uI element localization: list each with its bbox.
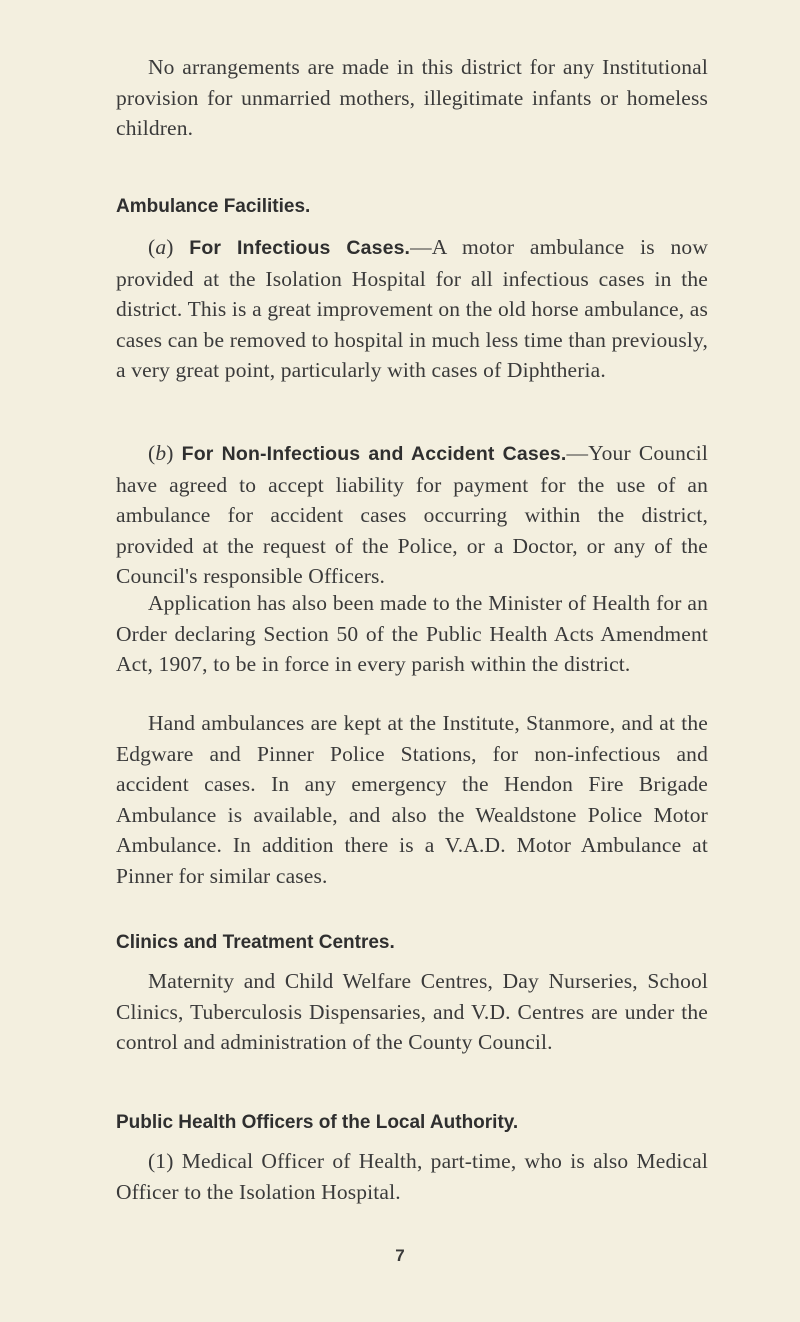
ambulance-facilities-heading: Ambulance Facilities. <box>116 196 311 217</box>
infectious-cases-letter: (a) <box>148 235 190 259</box>
public-health-officers-heading: Public Health Officers of the Local Authority. <box>116 1112 519 1133</box>
page-number: 7 <box>395 1246 405 1265</box>
infectious-cases-text: —A motor ambulance is now provided at the Isolation Hospital for all infectious cases in the district. This is a great improvement on the old horse ambulance, as cases can be removed to hospital in much less time than previously, a very great point, particularly with cases of Diphtheria. <box>116 235 709 383</box>
clinics-paragraph: Maternity and Child Welfare Centres, Day Nurseries, School Clinics, Tuberculosis Dispensaries, and V.D. Centres are under the control and administration of the County Council. <box>116 969 708 1055</box>
infectious-cases-paragraph <box>116 232 708 386</box>
application-paragraph: Application has also been made to the Minister of Health for an Order declaring Section 50 of the Public Health Acts Amendment Act, 1907, to be in force in every parish within the district. <box>116 591 708 677</box>
hand-ambulances-paragraph: Hand ambulances are kept at the Institute, Stanmore, and at the Edgware and Pinner Police Stations, for non-infectious and accident cases. In any emergency the Hendon Fire Brigade Ambulance is available, and also the Wealdstone Police Motor Ambulance. In addition there is a V.A.D. Motor Ambulance at Pinner for similar cases. <box>116 711 708 888</box>
officer-item-1: (1) Medical Officer of Health, part-time, who is also Medical Officer to the Isolation Hospital. <box>116 1149 708 1204</box>
non-infectious-cases-paragraph <box>116 438 708 592</box>
non-infectious-cases-text: —Your Council have agreed to accept liability for payment for the use of an ambulance for accident cases occurring within the district, provided at the request of the Police, or a Doctor, or any of the Council's responsible Officers. <box>116 441 708 589</box>
infectious-cases-title: For Infectious Cases. <box>189 237 411 259</box>
clinics-heading: Clinics and Treatment Centres. <box>116 932 395 953</box>
non-infectious-cases-letter: (b) <box>148 441 182 465</box>
intro-paragraph: No arrangements are made in this district for any Institutional provision for unmarried mothers, illegitimate infants or homeless children. <box>116 55 708 141</box>
non-infectious-cases-title: For Non-Infectious and Accident Cases. <box>181 443 567 465</box>
